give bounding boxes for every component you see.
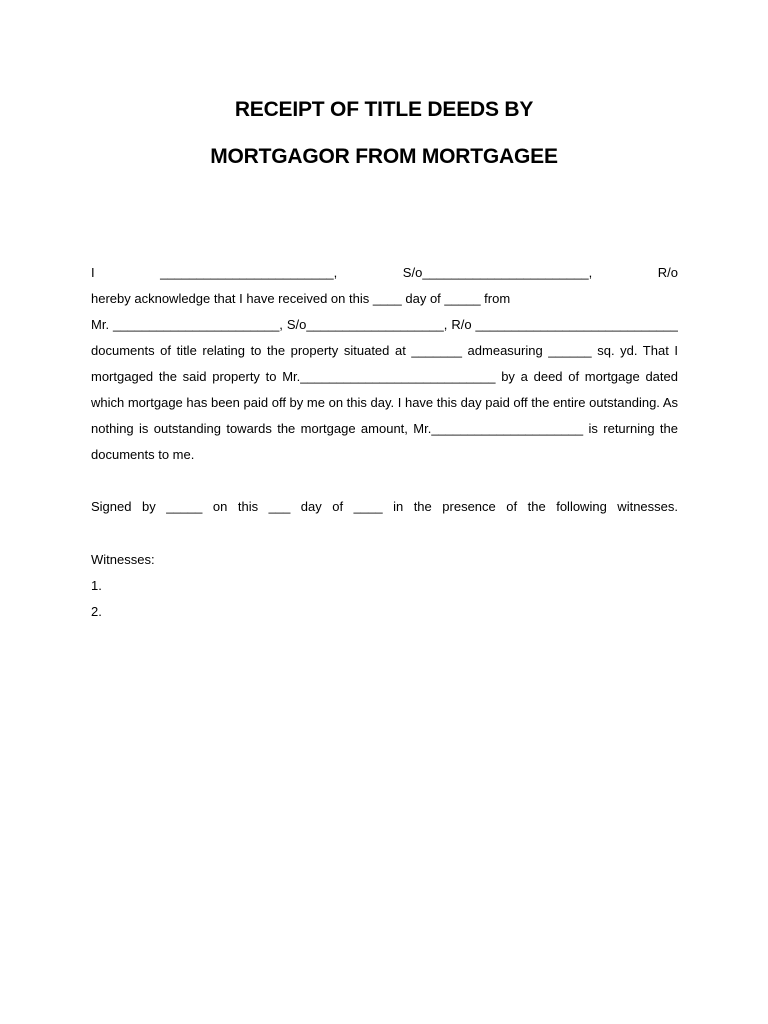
paragraph-line: hereby acknowledge that I have received on this ____ day of _____ from xyxy=(91,291,511,306)
signed-line: Signed by _____ on this ___ day of ____ in the presence of the following witnesses. xyxy=(91,499,678,514)
paragraph-line: Mr. _______________________, S/o___________________, R/o ____________________________ xyxy=(91,317,678,332)
witness-item-1: 1. xyxy=(91,578,102,593)
witnesses-heading: Witnesses: xyxy=(91,552,155,567)
witnesses-section xyxy=(91,547,678,625)
paragraph-line: documents of title relating to the property situated at _______ admeasuring ______ sq. yd. That I xyxy=(91,343,678,358)
paragraph-line: I ________________________, S/o_______________________, R/o xyxy=(91,265,678,280)
witness-item-2: 2. xyxy=(91,604,102,619)
paragraph-line: nothing is outstanding towards the mortgage amount, Mr._____________________ is returning the xyxy=(91,421,678,436)
document-title-line-1: RECEIPT OF TITLE DEEDS BY xyxy=(234,98,534,121)
paragraph-line: mortgaged the said property to Mr.___________________________ by a deed of mortgage dated xyxy=(91,369,678,384)
paragraph-line: documents to me. xyxy=(91,447,195,462)
document-title-line-2: MORTGAGOR FROM MORTGAGEE xyxy=(210,145,558,168)
paragraph-line: which mortgage has been paid off by me on this day. I have this day paid off the entire outstanding. As xyxy=(91,395,678,410)
receipt-paragraph xyxy=(91,260,678,468)
signed-paragraph xyxy=(91,494,678,520)
